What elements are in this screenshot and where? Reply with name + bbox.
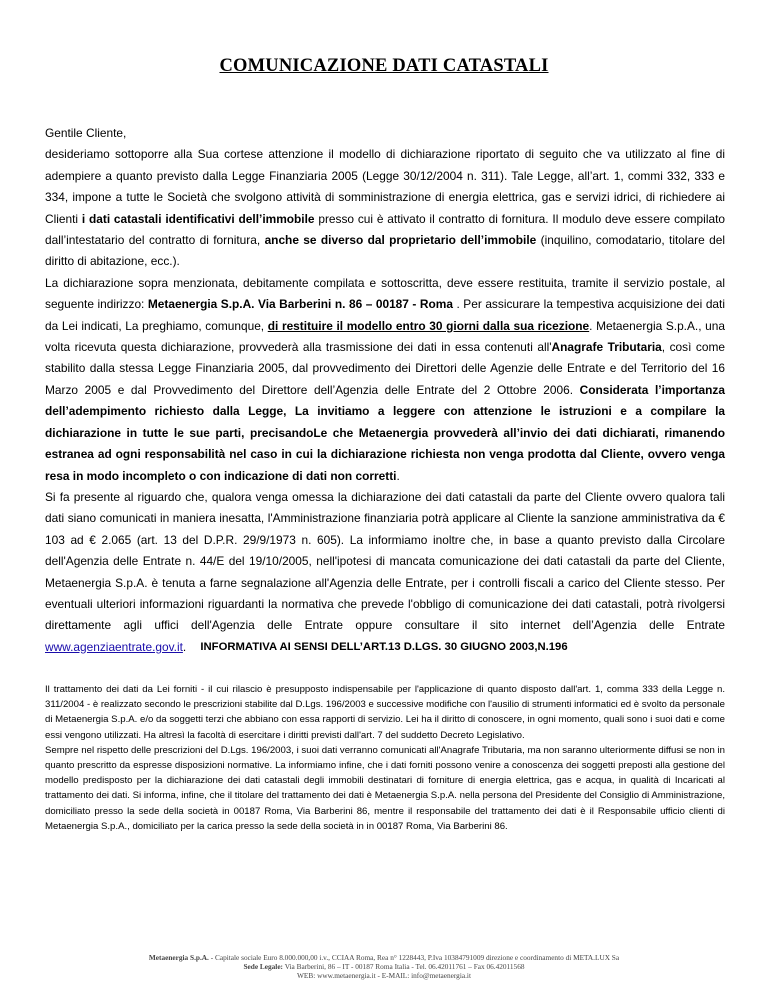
p1-bold-proprietario: anche se diverso dal proprietario dell’immobile <box>264 233 537 248</box>
informativa-heading: INFORMATIVA AI SENSI DELL’ART.13 D.LGS. 30 GIUGNO 2003,N.196 <box>200 641 568 653</box>
informativa-body <box>45 682 725 834</box>
p3-end: . <box>182 639 187 654</box>
agenzia-entrate-link[interactable]: www.agenziaentrate.gov.it <box>45 639 183 654</box>
letter-body <box>45 123 725 658</box>
p1-text-a: desideriamo sottoporre alla Sua cortese attenzione il modello di dichiarazione riportato di seguito che va utilizzato al fine di adempiere a quanto previsto dalla Legge Finanziaria 2005 (Legge 30/12/2004 n. 311). Tale Legge, all’art. 1, commi 332, 333 e 334, impone a tutte le Società che svolgono attività di somministrazione di energia elettrica, gas e servizi idrici, di richiedere ai Clienti <box>45 147 725 226</box>
p2-underlined-deadline: di restituire il modello entro 30 giorni dalla sua ricezione <box>267 318 590 333</box>
p2-text-a: La dichiarazione sopra menzionata, debitamente compilata e sottoscritta, deve essere restituita, tramite il servizio postale, al seguente indirizzo: <box>45 275 725 312</box>
p1-text-e: (inquilino, comodatario, titolare del diritto di abitazione, ecc.). <box>45 233 725 269</box>
p2-bold-address: Metaenergia S.p.A. Via Barberini n. 86 – 00187 - Roma <box>147 297 453 312</box>
page-footer <box>0 953 768 981</box>
footer-line-1 <box>0 953 768 962</box>
paragraph-1 <box>45 144 725 272</box>
p2-text-g: , così come stabilito dalla stessa Legge Finanziaria 2005, dal provvedimento dei Direttori delle Agenzie delle Entrate e del Territorio del 16 Marzo 2005 e dal Provvedimento del Direttore dell’Agenzia delle Entrate del 2 Ottobre 2006. <box>45 340 725 397</box>
p2-text-c: . Per assicurare la tempestiva acquisizione dei dati da Lei indicati, La preghiamo, comunque, <box>45 297 725 333</box>
footer-legal-label: Sede Legale: <box>243 962 283 972</box>
footer-company: Metaenergia S.p.A. <box>148 953 209 962</box>
paragraph-3 <box>45 487 725 658</box>
p1-text-c: presso cui è attivato il contratto di fornitura. Il modulo deve essere compilato dall’intestatario del contratto di fornitura, <box>45 211 725 248</box>
footer-address: Via Barberini, 86 – IT - 00187 Roma Italia - Tel. 06.42011761 – Fax 06.42011568 <box>283 962 525 972</box>
footer-capital: - Capitale sociale Euro 8.000.000,00 i.v., CCIAA Roma, Rea n° 1228443, P.Iva 10384791009 direzione e coordinamento di META.LUX Sa <box>208 953 620 962</box>
paragraph-2 <box>45 273 725 487</box>
p2-bold-warning: Considerata l’importanza dell’adempimento richiesto dalla Legge, La invitiamo a leggere con attenzione le istruzioni e a compilare la dichiarazione in tutte le sue parti, precisandoLe che Metaenergia provvederà all’invio dei dati dichiarati, rimanendo estranea ad ogni responsabilità nel caso in cui la dichiarazione richiesta non venga prodotta dal Cliente, ovvero venga resa in modo incompleto o con indicazione di dati non corretti <box>45 382 725 483</box>
p1-bold-catastali: i dati catastali identificativi dell’immobile <box>81 211 315 226</box>
informativa-paragraph-1: Il trattamento dei dati da Lei forniti - il cui rilascio è presupposto indispensabile per l'applicazione di quanto disposto dall'art. 1, comma 333 della Legge n. 311/2004 - è realizzato secondo le prescrizioni stabilite dal D.Lgs. 196/2003 e successive modifiche con l'ausilio di strumenti informatici ed è svolto da personale di Metaenergia S.p.A. e/o da soggetti terzi che abbiano con essa rapporti di servizio. Lei ha il diritto di conoscere, in ogni momento, quali sono i suoi dati e come essi vengono utilizzati. Ha altresì la facoltà di esercitare i diritti previsti dall'art. 7 del suddetto Decreto Legislativo. <box>45 684 725 741</box>
footer-line-2 <box>0 962 768 971</box>
p2-text-e: . Metaenergia S.p.A., una volta ricevuta questa dichiarazione, provvederà alla trasmissione dei dati in essa contenuti all' <box>45 318 725 355</box>
footer-line-3: WEB: www.metaenergia.it - E-MAIL: info@metaenergia.it <box>297 971 471 981</box>
document-title: COMUNICAZIONE DATI CATASTALI <box>219 56 549 76</box>
p2-text-i: . <box>396 468 400 483</box>
greeting: Gentile Cliente, <box>45 126 127 140</box>
p2-bold-anagrafe: Anagrafe Tributaria <box>551 340 662 355</box>
informativa-paragraph-2: Sempre nel rispetto delle prescrizioni del D.Lgs. 196/2003, i suoi dati verranno comunicati all'Anagrafe Tributaria, ma non saranno ulteriormente diffusi se non in quanto prescritto da espresse disposizioni normative. La informiamo infine, che i dati forniti possono venire a conoscenza dei soggetti preposti alla gestione del modello predisposto per la dichiarazione dei dati catastali degli immobili destinatari di forniture di energia elettrica, gas e acqua, in qualità di Incaricati al trattamento dei dati. Si informa, infine, che il titolare del trattamento dei dati è Metaenergia S.p.A. nella persona del Presidente del Consiglio di Amministrazione, domiciliato presso la sede della società in 00187 Roma, Via Barberini 86, mentre il responsabile del trattamento dei dati è il Responsabile ufficio clienti di Metaenergia S.p.A., domiciliato per la carica presso la sede della società in in 00187 Roma, Via Barberini 86. <box>45 744 725 832</box>
p3-text: Si fa presente al riguardo che, qualora venga omessa la dichiarazione dei dati catastali da parte del Cliente ovvero qualora tali dati siano comunicati in maniera inesatta, l'Amministrazione finanziaria potrà applicare al Cliente la sanzione amministrativa da € 103 ad € 2.065 (art. 13 del D.P.R. 29/9/1973 n. 605). La informiamo inoltre che, in base a quanto previsto dalla Circolare dell'Agenzia delle Entrate n. 44/E del 19/10/2005, nell'ipotesi di mancata comunicazione dei dati catastali da parte del Cliente, Metaenergia S.p.A. è tenuta a farne segnalazione all'Agenzia delle Entrate, per i controlli fiscali a carico del Cliente stesso. Per eventuali ulteriori informazioni riguardanti la normativa che prevede l'obbligo di comunicazione dei dati catastali, potrà rivolgersi direttamente agli uffici dell'Agenzia delle Entrate oppure consultare il sito internet dell’Agenzia delle Entrate <box>45 489 725 633</box>
